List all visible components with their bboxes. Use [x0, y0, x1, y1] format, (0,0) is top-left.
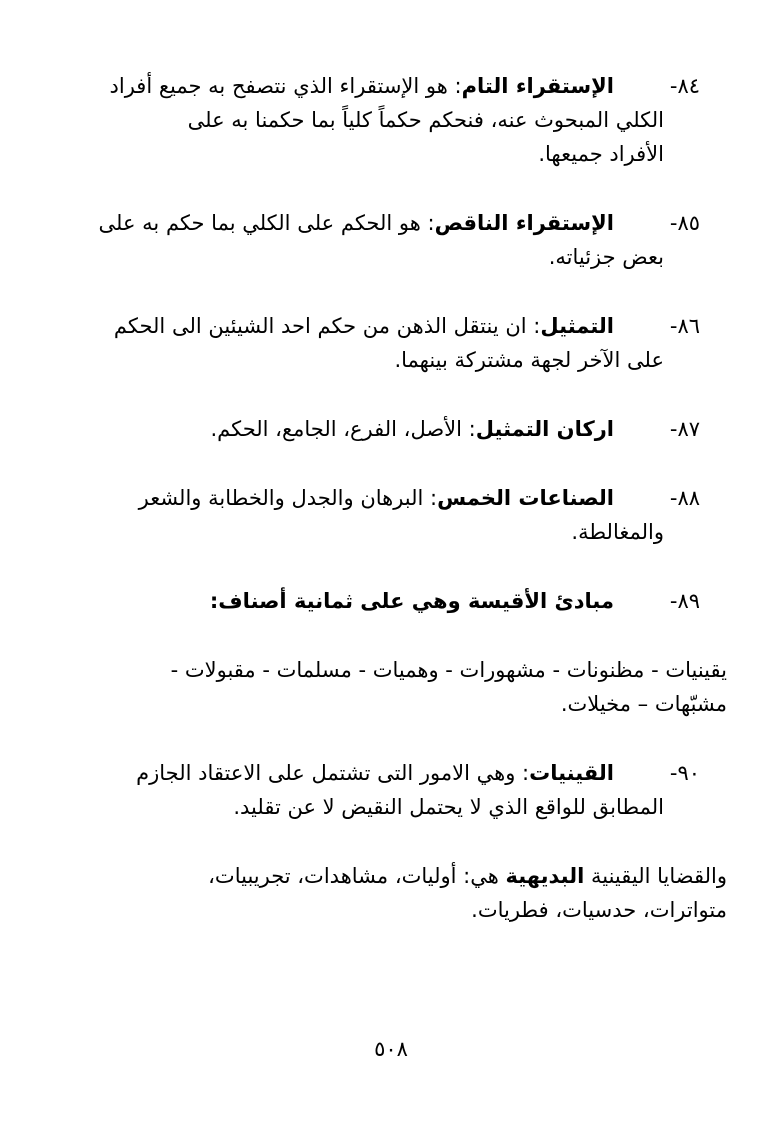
entry-85-line-2: بعض جزئياته.: [548, 245, 664, 269]
entry-number: ٨٤-: [669, 74, 700, 98]
categories-line-1: يقينيات - مظنونات - مشهورات - وهميات - مسلمات - مقبولات -: [170, 658, 727, 682]
closing-paragraph: [62, 859, 727, 927]
entry-number: ٩٠-: [669, 761, 700, 785]
entry-88: [62, 481, 700, 549]
entry-84-line-2: الكلي المبحوث عنه، فنحكم حكماً كلياً بما حكمنا به على: [187, 108, 664, 132]
entry-87-line-1: [62, 412, 700, 446]
closing-term: البديهية: [505, 864, 585, 888]
entry-definition: : ان ينتقل الذهن من حكم احد الشيئين الى الحكم: [113, 314, 541, 338]
closing-before: والقضايا اليقينية: [584, 864, 727, 888]
entry-number: ٨٦-: [669, 314, 700, 338]
closing-after: هي: أوليات، مشاهدات، تجريبيات،: [208, 864, 506, 888]
categories-list: [62, 653, 727, 721]
closing-line-1: [62, 859, 727, 893]
entry-85: [62, 206, 700, 274]
entry-definition: : وهي الامور التى تشتمل على الاعتقاد الجازم: [136, 761, 530, 785]
entry-heading: مبادئ الأقيسة وهي على ثمانية أصناف:: [209, 589, 614, 613]
entry-term: الإستقراء التام: [461, 74, 614, 98]
entry-term: الإستقراء الناقص: [434, 211, 614, 235]
page-number: ٥٠٨: [374, 1037, 408, 1061]
entry-90-line-1: [62, 756, 700, 790]
entry-86: [62, 309, 700, 377]
entry-90: [62, 756, 700, 824]
entry-84-line-1: [62, 69, 700, 103]
entry-84: [62, 69, 700, 171]
entry-89-line-1: [62, 584, 700, 618]
entry-definition: : البرهان والجدل والخطابة والشعر: [138, 486, 438, 510]
entry-number: ٨٧-: [669, 417, 700, 441]
entry-86-line-1: [62, 309, 700, 343]
entry-term: الصناعات الخمس: [437, 486, 614, 510]
entry-term: اركان التمثيل: [475, 417, 614, 441]
entry-definition: : هو الإستقراء الذي نتصفح به جميع أفراد: [109, 74, 462, 98]
entry-89: [62, 584, 700, 618]
entry-term: التمثيل: [540, 314, 614, 338]
entry-90-line-2: المطابق للواقع الذي لا يحتمل النقيض لا عن تقليد.: [233, 795, 664, 819]
entry-number: ٨٩-: [669, 589, 700, 613]
closing-line-2: متواترات، حدسيات، فطريات.: [471, 898, 727, 922]
entry-definition: : الأصل، الفرع، الجامع، الحكم.: [210, 417, 476, 441]
entry-85-line-1: [62, 206, 700, 240]
entry-86-line-2: على الآخر لجهة مشتركة بينهما.: [394, 348, 664, 372]
entry-number: ٨٨-: [669, 486, 700, 510]
entry-88-line-2: والمغالطة.: [571, 520, 664, 544]
categories-line-2: مشبّهات – مخيلات.: [560, 692, 727, 716]
entry-88-line-1: [62, 481, 700, 515]
entry-number: ٨٥-: [669, 211, 700, 235]
entry-term: القينيات: [529, 761, 614, 785]
entry-84-line-3: الأفراد جميعها.: [538, 142, 664, 166]
entry-definition: : هو الحكم على الكلي بما حكم به على: [98, 211, 435, 235]
entry-87: [62, 412, 700, 446]
